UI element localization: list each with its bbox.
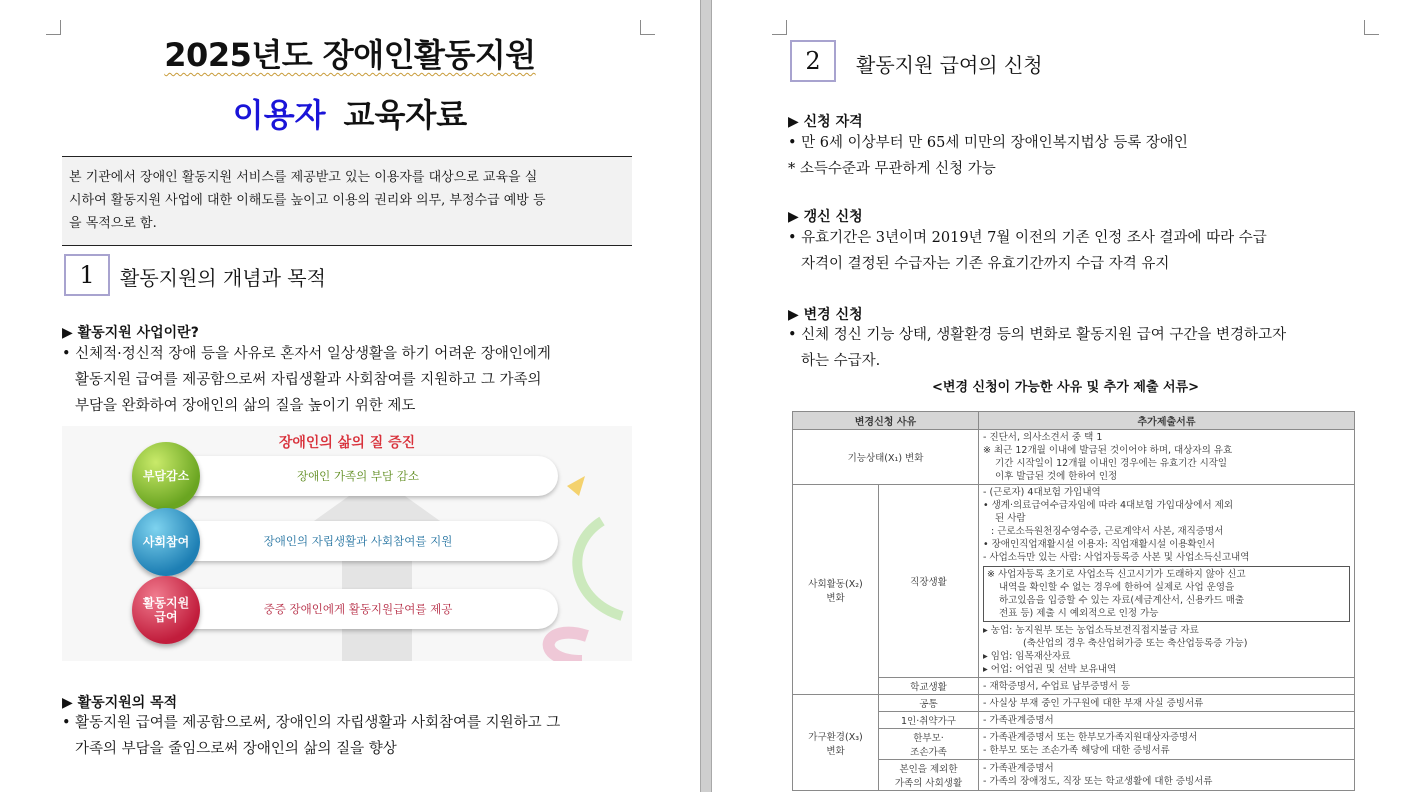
table-cell: - 진단서, 의사소견서 중 택 1 ※ 최근 12개월 이내에 발급된 것이어야 하며, 대상자의 유효 기간 시작일이 12개월 이내인 경우에는 유효기간 시작일 이후 발급된 것에 한하여 인정 [979, 430, 1355, 485]
up-arrow-icon [307, 476, 447, 661]
text-line: • 신체 정신 기능 상태, 생활환경 등의 변화로 활동지원 급여 구간을 변경하고자 [788, 327, 1287, 343]
table-cell: - 재학증명서, 수업료 납부증명서 등 [979, 678, 1355, 695]
intro-line: 시하여 활동지원 사업에 대한 이해도를 높이고 이용의 권리와 의무, 부정수급 예방 등 [69, 193, 546, 208]
page-gutter [700, 0, 712, 792]
notice-box: ※ 사업자등록 초기로 사업소득 신고시기가 도래하지 않아 신고 내역을 확인할 수 없는 경우에 한하여 실제로 사업 운영을 하고있음을 입증할 수 있는 자료(세금계산서, 신용카드 매출 전표 등) 제출 시 예외적으로 인정 가능 [983, 566, 1350, 622]
text-line: 부담을 완화하여 장애인의 삶의 질을 높이기 위한 제도 [75, 398, 416, 414]
table-cell: - (근로자) 4대보험 가입내역 • 생계·의료급여수급자임에 따라 4대보험 가입대상에서 제외 된 사람 : 근로소득원천징수영수증, 근로계약서 사본, 재직증명서 • 장애인직업재활시설 이용자: 직업재활시설 이용확인서 - 사업소득만 있는 사람: 사업자등록증 사본 및 사업소득신고내역 ※ 사업자등록 초기로 사업소득 신고시기가 도래하지 않아 신고 내역을 확인할 수 없는 경우에 한하여 실제로 사업 운영을 하고있음을 입증할 수 있는 자료(세금계산서, 신용카드 매출 전표 등) 제출 시 예외적으로 인정 가능 ▸ 농업: 농지원부 또는 농업소득보전직접지불금 자료 (축산업의 경우 축산업허가증 또는 축산업등록증 가능) ▸ 임업: 임목재산자료 ▸ 어업: 어업권 및 선박 보유내역 [979, 485, 1355, 678]
quality-of-life-diagram [62, 426, 632, 661]
intro-box [62, 156, 632, 246]
diagram-item-text: 중증 장애인에게 활동지원급여를 제공 [158, 589, 558, 629]
table-header: 추가제출서류 [979, 412, 1355, 430]
table-cell: 학교생활 [879, 678, 979, 695]
text-line: • 신체적·정신적 장애 등을 사유로 혼자서 일상생활을 하기 어려운 장애인에게 [62, 346, 551, 362]
text-line: 하는 수급자. [801, 353, 881, 369]
table-cell: - 가족관계증명서 [979, 712, 1355, 729]
section-heading: 활동지원의 개념과 목적 [120, 266, 326, 290]
title-highlight: 이용자 [232, 96, 326, 134]
diagram-item-text: 장애인의 자립생활과 사회참여를 지원 [158, 521, 558, 561]
diagram-circle-green: 부담감소 [132, 442, 200, 510]
diagram-circle-red: 활동지원 급여 [132, 576, 200, 644]
paragraph [62, 710, 662, 762]
section-heading: 활동지원 급여의 신청 [856, 53, 1043, 77]
table-row [793, 695, 1355, 712]
text-line: 가족의 부담을 줄임으로써 장애인의 삶의 질을 향상 [75, 741, 397, 757]
table-cell: - 사실상 부재 중인 가구원에 대한 부재 사실 증빙서류 [979, 695, 1355, 712]
table-cell: 1인·취약가구 [879, 712, 979, 729]
subheading: ▶ 갱신 신청 [788, 209, 863, 225]
paragraph [788, 225, 1398, 277]
document-subtitle [0, 90, 700, 136]
text-line: 자격이 결정된 수급자는 기존 유효기간까지 수급 자격 유지 [801, 256, 1170, 272]
table-row [793, 430, 1355, 485]
title-rest: 교육자료 [343, 96, 468, 134]
paragraph [788, 322, 1408, 374]
table-caption: <변경 신청이 가능한 사유 및 추가 제출 서류> [932, 380, 1199, 395]
text-line: • 유효기간은 3년이며 2019년 7월 이전의 기존 인정 조사 결과에 따라 수급 [788, 230, 1267, 246]
text-line: • 활동지원 급여를 제공함으로써, 장애인의 자립생활과 사회참여를 지원하고 그 [62, 715, 561, 731]
text-line: * 소득수준과 무관하게 신청 가능 [788, 161, 996, 177]
table-cell: 본인을 제외한 가족의 사회생활 [879, 760, 979, 791]
subheading: ▶ 변경 신청 [788, 307, 863, 323]
diagram-title: 장애인의 삶의 질 증진 [278, 435, 416, 451]
crop-mark [772, 20, 787, 35]
document-page-left [0, 0, 700, 792]
subheading: ▶ 신청 자격 [788, 114, 863, 130]
subheading: ▶ 활동지원 사업이란? [62, 325, 199, 341]
section-number-box: 2 [790, 40, 836, 82]
crop-mark [1364, 20, 1379, 35]
diagram-circle-blue: 사회참여 [132, 508, 200, 576]
table-cell: 가구환경(X₃) 변화 [793, 695, 879, 791]
paragraph [788, 130, 1388, 182]
paragraph [62, 341, 642, 419]
required-documents-table [792, 411, 1355, 791]
text-line: 활동지원 급여를 제공함으로써 자립생활과 사회참여를 지원하고 그 가족의 [75, 372, 542, 388]
diagram-item-text: 장애인 가족의 부담 감소 [158, 456, 558, 496]
document-title: 2025년도 장애인활동지원 [164, 36, 536, 74]
text-line: • 만 6세 이상부터 만 65세 미만의 장애인복지법상 등록 장애인 [788, 135, 1188, 151]
section-number-box: 1 [64, 254, 110, 296]
table-header: 변경신청 사유 [793, 412, 979, 430]
table-cell: 사회활동(X₂) 변화 [793, 485, 879, 695]
table-cell: 한부모· 조손가족 [879, 729, 979, 760]
document-page-right [712, 0, 1419, 792]
table-cell: - 가족관계증명서 - 가족의 장애정도, 직장 또는 학교생활에 대한 증빙서류 [979, 760, 1355, 791]
table-cell: 공통 [879, 695, 979, 712]
table-cell: 기능상태(X₁) 변화 [793, 430, 979, 485]
intro-line: 을 목적으로 함. [69, 216, 157, 231]
table-cell: 직장생활 [879, 485, 979, 678]
table-row [793, 485, 1355, 678]
table-cell: - 가족관계증명서 또는 한부모가족지원대상자증명서 - 한부모 또는 조손가족 해당에 대한 증빙서류 [979, 729, 1355, 760]
subheading: ▶ 활동지원의 목적 [62, 695, 178, 711]
intro-line: 본 기관에서 장애인 활동지원 서비스를 제공받고 있는 이용자를 대상으로 교육을 실 [69, 170, 538, 185]
